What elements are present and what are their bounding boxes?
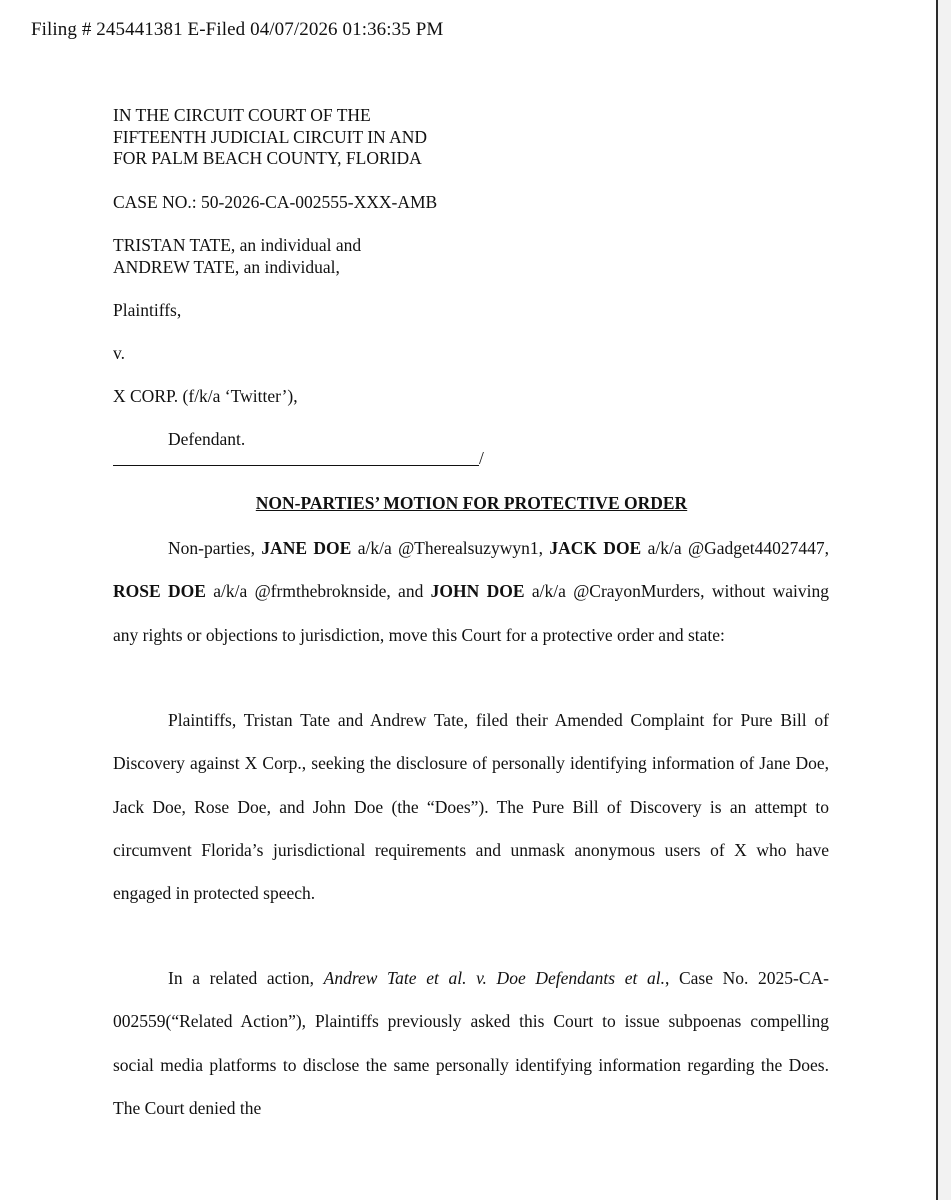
paragraph-background: Plaintiffs, Tristan Tate and Andrew Tate, filed their Amended Complaint for Pure Bill of Discovery against X Corp., seeking the disclosure of personally identifying information of Jane Doe, Jack Doe, Rose Doe, and John Doe (the “Does”). The Pure Bill of Discovery is an attempt to circumvent Florida’s jurisdictional requirements and unmask anonymous users of X who have engaged in protected speech. bbox=[113, 710, 829, 904]
party-name-jane-doe: JANE DOE bbox=[261, 538, 352, 558]
plaintiff-line: ANDREW TATE, an individual, bbox=[113, 256, 340, 277]
defendant-name: X CORP. (f/k/a ‘Twitter’), bbox=[113, 386, 298, 406]
court-heading-line: IN THE CIRCUIT COURT OF THE bbox=[113, 105, 371, 125]
party-name-rose-doe: ROSE DOE bbox=[113, 581, 206, 602]
viewer-gutter bbox=[938, 0, 951, 1200]
versus-label: v. bbox=[113, 343, 125, 363]
party-name-john-doe: JOHN DOE bbox=[430, 581, 525, 602]
court-heading-line: FOR PALM BEACH COUNTY, FLORIDA bbox=[113, 148, 422, 168]
plaintiffs-label: Plaintiffs, bbox=[113, 300, 182, 320]
paragraph-related-action: In a related action, Andrew Tate et al. v. Doe Defendants et al., Case No. 2025-CA-002559(“Related Action”), Plaintiffs previously asked this Court to issue subpoenas compelling social media platforms to disclose the same personally identifying information regarding the Does. The Court denied the bbox=[113, 968, 829, 1118]
plaintiff-line: TRISTAN TATE, an individual and bbox=[113, 235, 362, 255]
caption-divider-slash: / bbox=[479, 448, 484, 468]
case-number: CASE NO.: 50-2026-CA-002555-XXX-AMB bbox=[113, 192, 438, 212]
defendant-label: Defendant. bbox=[168, 429, 246, 449]
court-heading bbox=[113, 105, 427, 170]
caption-divider bbox=[113, 448, 484, 469]
paragraph-intro: Non-parties, JANE DOE a/k/a @Therealsuzywyn1, JACK DOE a/k/a @Gadget44027447, ROSE DOE a/k/a @frmthebroknside, and JOHN DOE a/k/a @CrayonMurders, without waiving any rights or objections to jurisdiction, move this Court for a protective order and state: bbox=[113, 538, 830, 645]
document-title: NON-PARTIES’ MOTION FOR PROTECTIVE ORDER bbox=[255, 493, 688, 513]
related-case-name: Andrew Tate et al. v. Doe Defendants et al. bbox=[323, 968, 665, 988]
filing-stamp: Filing # 245441381 E-Filed 04/07/2026 01:36:35 PM bbox=[31, 19, 444, 40]
caption-divider-rule bbox=[113, 465, 479, 466]
court-heading-line: FIFTEENTH JUDICIAL CIRCUIT IN AND bbox=[113, 126, 428, 147]
plaintiff-names bbox=[113, 235, 361, 278]
party-name-jack-doe: JACK DOE bbox=[549, 538, 642, 558]
